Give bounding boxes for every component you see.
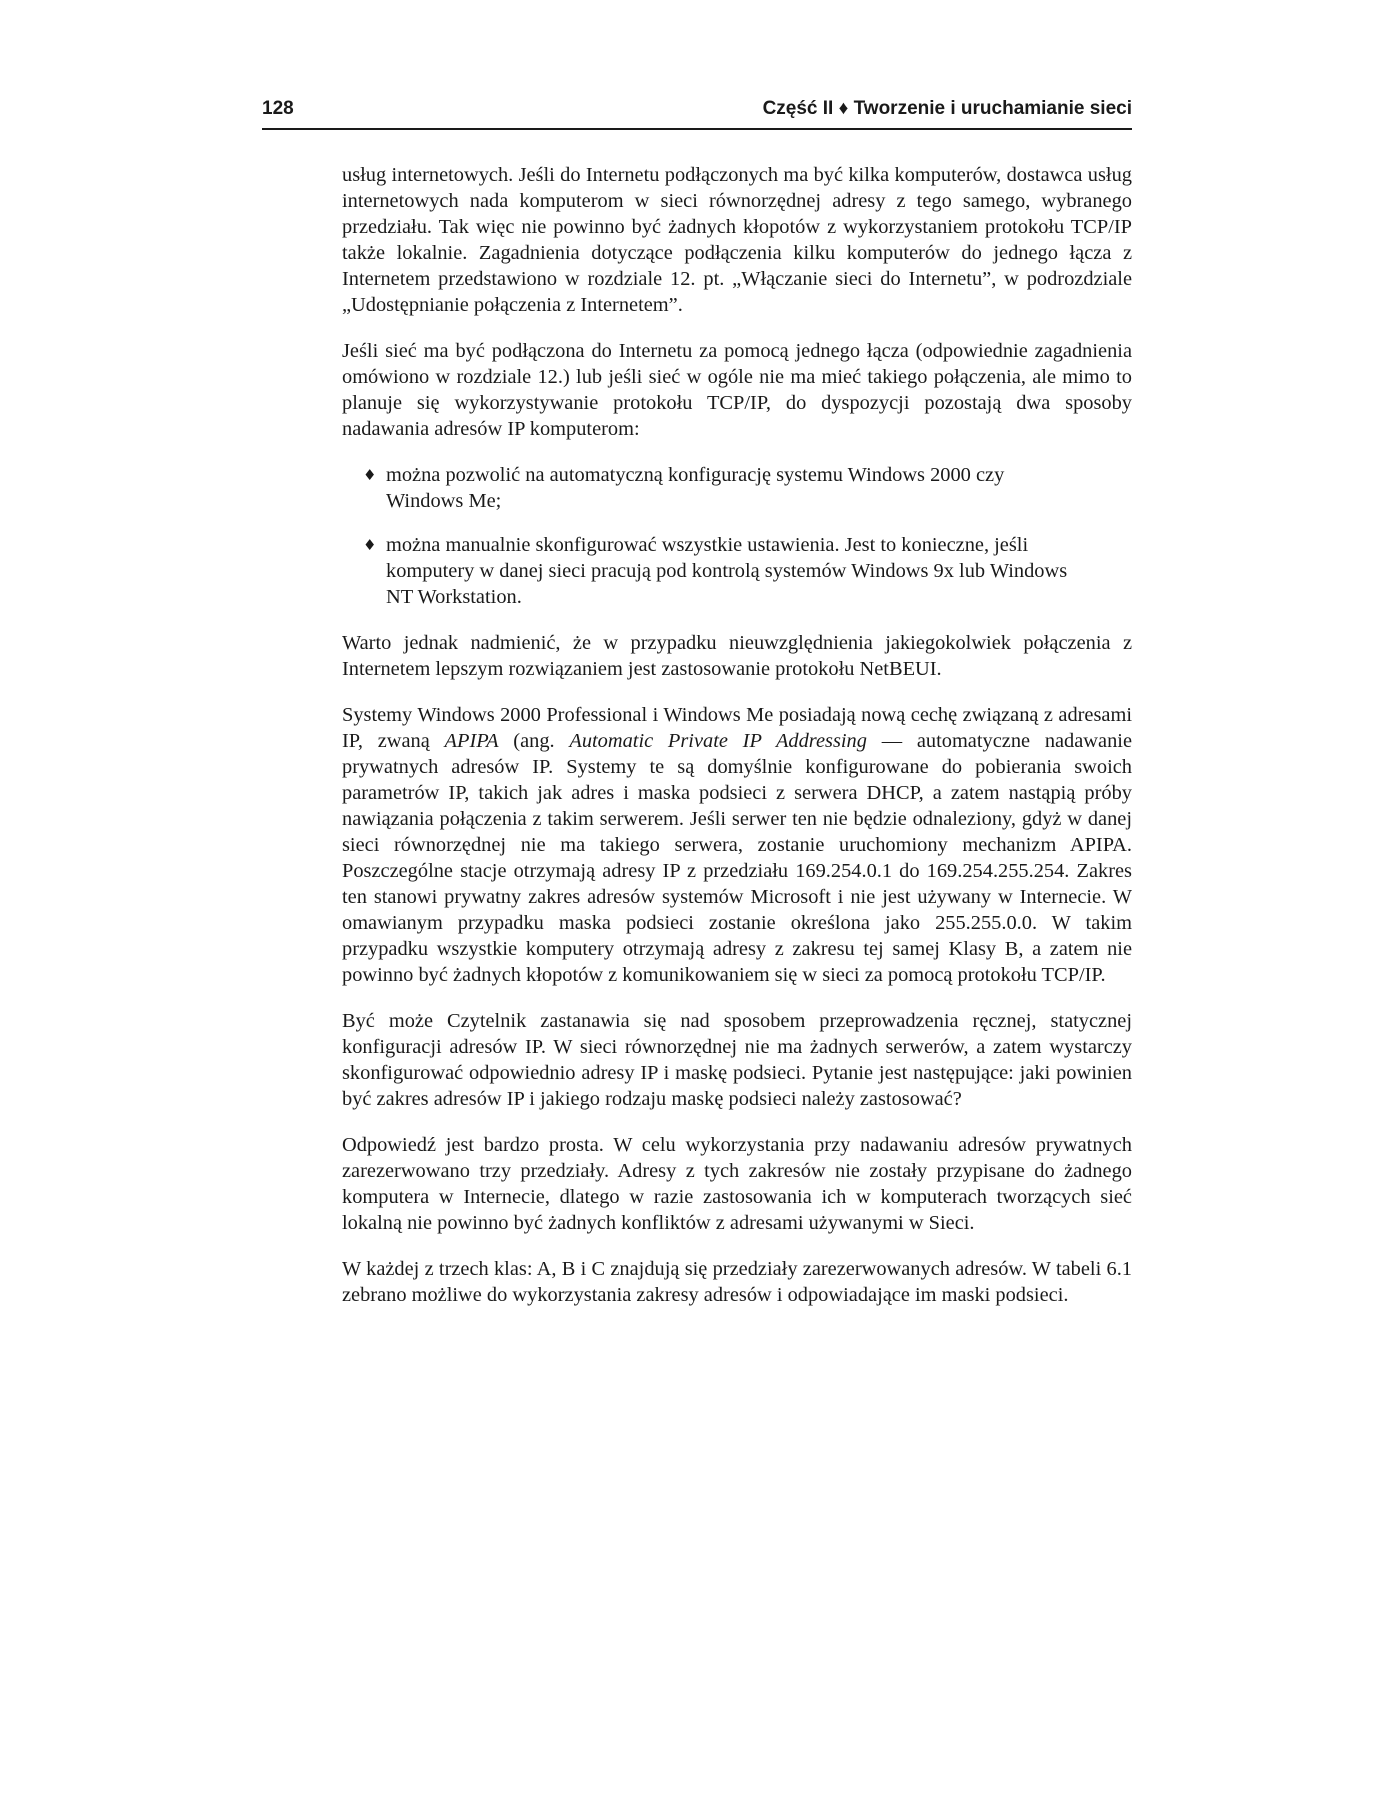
diamond-bullet-icon: ♦ [363,536,377,554]
body-text [342,162,1132,1328]
page-header [262,98,1132,130]
paragraph-2: Jeśli sieć ma być podłączona do Internetu za pomocą jednego łącza (odpowiednie zagadnienia omówiono w rozdziale 12.) lub jeśli sieć w ogóle nie ma mieć takiego połączenia, ale mimo to planuje się wykorzystywanie protokołu TCP/IP, do dyspozycji pozostają dwa sposoby nadawania adresów IP komputerom: [342,340,1132,440]
apipa-term: APIPA [444,730,499,752]
paragraph-1: usług internetowych. Jeśli do Internetu podłączonych ma być kilka komputerów, dostawca usług internetowych nada komputerom w sieci równorzędnej adresy z tego samego, wybranego przedziału. Tak więc nie powinno być żadnych kłopotów z wykorzystaniem protokołu TCP/IP także lokalnie. Zagadnienia dotyczące podłączenia kilku komputerów do jednego łącza z Internetem przedstawiono w rozdziale 12. pt. „Włączanie sieci do Internetu”, w podrozdziale „Udostępnianie połączenia z Internetem”. [342,164,1132,316]
paragraph-3: Warto jednak nadmienić, że w przypadku nieuwzględnienia jakiegokolwiek połączenia z Internetem lepszym rozwiązaniem jest zastosowanie protokołu NetBEUI. [342,632,1132,680]
paragraph-6: Odpowiedź jest bardzo prosta. W celu wykorzystania przy nadawaniu adresów prywatnych zarezerwowano trzy przedziały. Adresy z tych zakresów nie zostały przypisane do żadnego komputera w Internecie, dlatego w razie zastosowania ich w komputerach tworzących sieć lokalną nie powinno być żadnych konfliktów z adresami używanymi w Sieci. [342,1134,1132,1234]
bullet-list [342,462,1132,610]
running-title: Część II ♦ Tworzenie i uruchamianie sieci [762,98,1132,119]
list-item-text: można manualnie skonfigurować wszystkie ustawienia. Jest to konieczne, jeśli komputery w danej sieci pracują pod kontrolą systemów Windows 9x lub Windows NT Workstation. [386,534,1068,608]
paragraph-4-text-3: — automatyczne nadawanie prywatnych adresów IP. Systemy te są domyślnie konfigurowane do pobierania swoich parametrów IP, takich jak adres i maska podsieci z serwera DHCP, a zatem nastąpią próby nawiązania połączenia z takim serwerem. Jeśli serwer ten nie będzie odnaleziony, gdyż w danej sieci równorzędnej nie ma takiego serwera, zostanie uruchomiony mechanizm APIPA. Poszczególne stacje otrzymają adresy IP z przedziału 169.254.0.1 do 169.254.255.254. Zakres ten stanowi prywatny zakres adresów systemów Microsoft i nie jest używany w Internecie. W omawianym przypadku maska podsieci zostanie określona jako 255.255.0.0. W takim przypadku wszystkie komputery otrzymają adresy z zakresu tej samej Klasy B, a zatem nie powinno być żadnych kłopotów z komunikowaniem się w sieci za pomocą protokołu TCP/IP. [342,730,1132,986]
page-number: 128 [262,98,294,119]
paragraph-5: Być może Czytelnik zastanawia się nad sposobem przeprowadzenia ręcznej, statycznej konfiguracji adresów IP. W sieci równorzędnej nie ma żadnych serwerów, a zatem wystarczy skonfigurować odpowiednio adresy IP i maskę podsieci. Pytanie jest następujące: jaki powinien być zakres adresów IP i jakiego rodzaju maskę podsieci należy zastosować? [342,1010,1132,1110]
paragraph-4-text-1: Systemy Windows 2000 Professional i Windows Me posiadają nową cechę związaną z adresami IP, zwaną [342,704,1132,752]
list-item [342,462,1086,514]
list-item-text: można pozwolić na automatyczną konfigurację systemu Windows 2000 czy Windows Me; [386,464,1005,512]
list-item [342,532,1086,610]
paragraph-4 [342,702,1132,988]
paragraph-7: W każdej z trzech klas: A, B i C znajdują się przedziały zarezerwowanych adresów. W tabeli 6.1 zebrano możliwe do wykorzystania zakresy adresów i odpowiadające im maski podsieci. [342,1258,1132,1306]
paragraph-4-text-2: (ang. [498,730,570,752]
apipa-expansion: Automatic Private IP Addressing [569,730,867,752]
diamond-bullet-icon: ♦ [363,466,377,484]
